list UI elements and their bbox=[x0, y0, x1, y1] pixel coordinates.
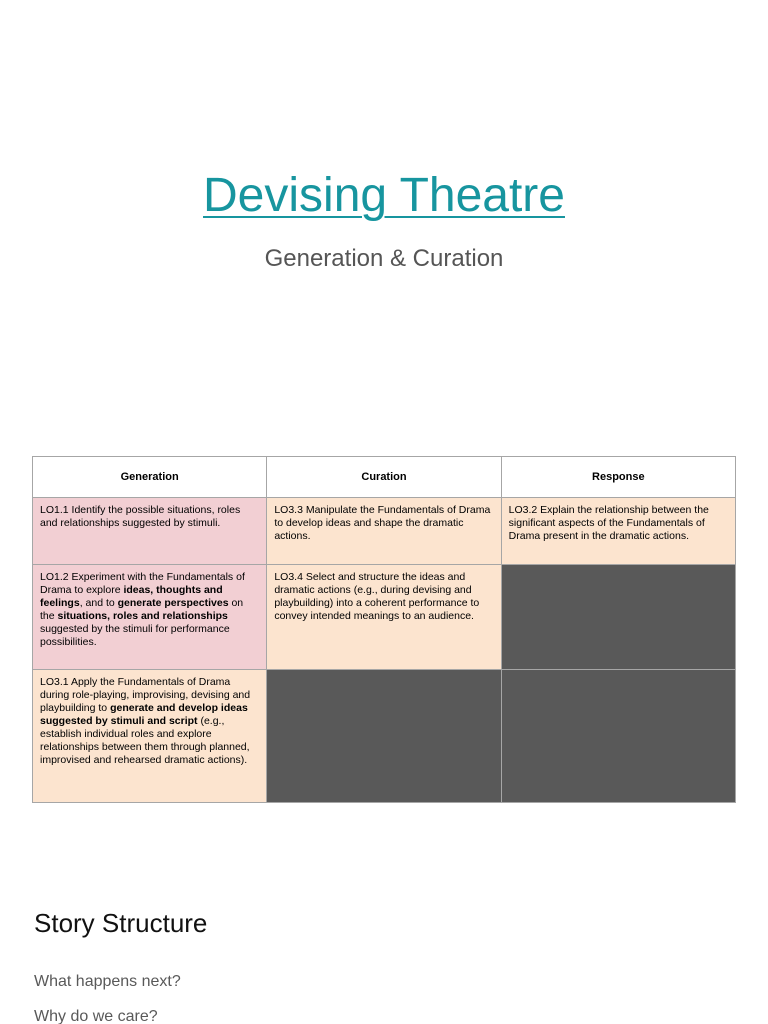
table-cell bbox=[501, 565, 735, 670]
title-link[interactable]: Devising Theatre bbox=[203, 169, 565, 222]
table-cell bbox=[33, 498, 267, 565]
cell-text: LO3.1 Apply the Fundamentals of Drama during role-playing, improvising, devising and playbuilding to bbox=[40, 676, 251, 714]
column-header-response: Response bbox=[501, 457, 735, 498]
cell-text: LO1.1 Identify the possible situations, roles and relationships suggested by stimuli. bbox=[40, 504, 241, 529]
cell-text: LO3.3 Manipulate the Fundamentals of Drama to develop ideas and shape the dramatic actions. bbox=[274, 504, 491, 542]
cell-text: on the bbox=[40, 597, 244, 622]
page-subtitle: Generation & Curation bbox=[264, 245, 504, 272]
bold-text: generate perspectives bbox=[117, 597, 229, 609]
cell-text: LO3.2 Explain the relationship between the significant aspects of the Fundamentals of Drama present in the dramatic actions. bbox=[508, 504, 709, 542]
table-row bbox=[33, 670, 736, 803]
table-cell bbox=[33, 670, 267, 803]
question-text: Why do we care? bbox=[34, 1008, 158, 1024]
bold-text: ideas, thoughts and feelings bbox=[40, 584, 223, 609]
cell-text: (e.g., establish individual roles and explore relationships between them through planned, improvised and rehearsed dramatic actions). bbox=[40, 715, 250, 766]
column-header-curation: Curation bbox=[267, 457, 501, 498]
cell-text: LO3.4 Select and structure the ideas and dramatic actions (e.g., during devising and playbuilding) into a coherent performance to convey intended meanings to an audience. bbox=[274, 571, 480, 622]
table-row bbox=[33, 565, 736, 670]
table-cell bbox=[501, 670, 735, 803]
table-cell bbox=[267, 670, 501, 803]
page-title bbox=[0, 168, 768, 224]
bold-text: generate and develop ideas suggested by stimuli and script bbox=[40, 702, 248, 727]
question-text: What happens next? bbox=[34, 973, 181, 990]
story-structure-heading: Story Structure bbox=[34, 908, 208, 938]
learning-outcomes-table bbox=[32, 456, 736, 803]
table-cell bbox=[33, 565, 267, 670]
table-cell bbox=[267, 498, 501, 565]
bold-text: situations, roles and relationships bbox=[57, 610, 228, 622]
table-cell bbox=[267, 565, 501, 670]
table-header-row bbox=[33, 457, 736, 498]
cell-text: LO1.2 Experiment with the Fundamentals of Drama to explore bbox=[40, 571, 245, 596]
cell-text: , and to bbox=[79, 597, 118, 609]
cell-text: suggested by the stimuli for performance possibilities. bbox=[40, 623, 230, 648]
table-row bbox=[33, 498, 736, 565]
column-header-generation: Generation bbox=[33, 457, 267, 498]
table-cell bbox=[501, 498, 735, 565]
